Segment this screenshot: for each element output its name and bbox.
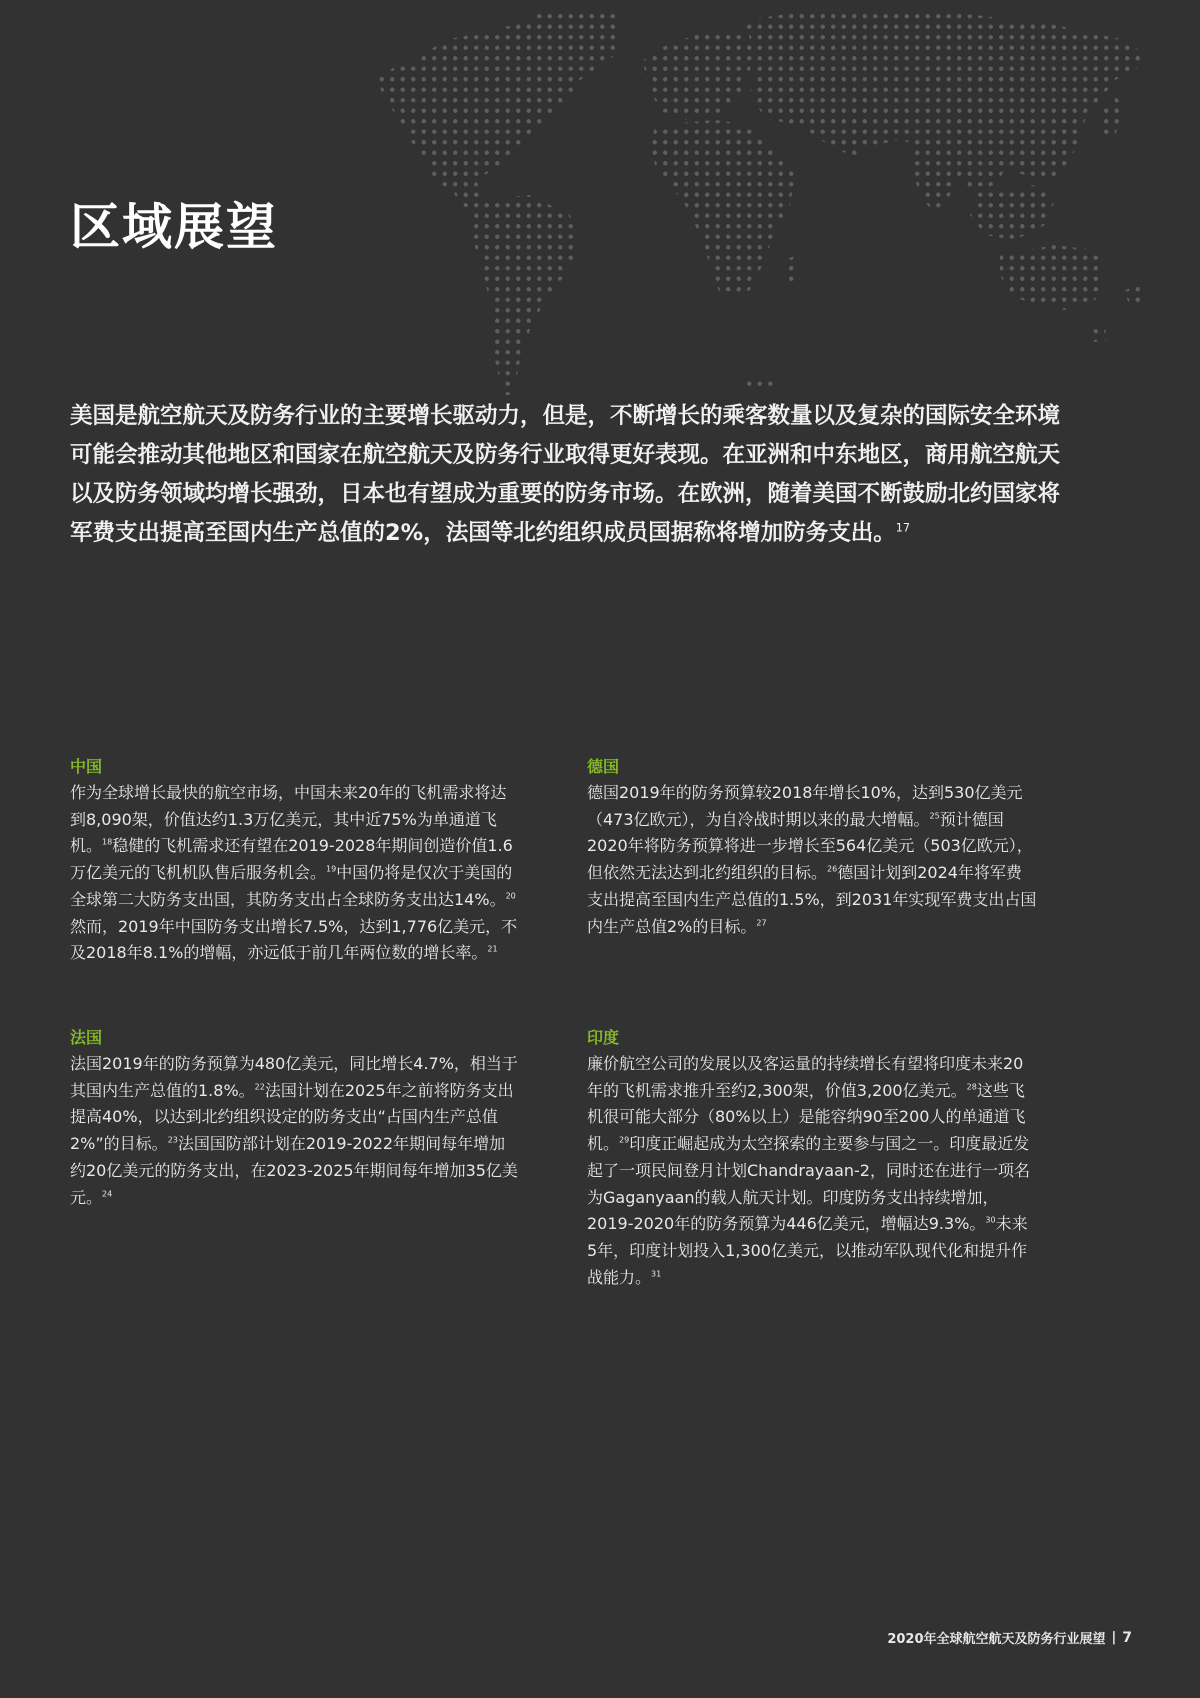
body-text: 廉价航空公司的发展以及客运量的持续增长有望将印度未来20年的飞机需求推升至约2,300架，价值3,200亿美元。 bbox=[587, 1054, 1024, 1100]
body-text: 中国仍将是仅次于美国的全球第二大防务支出国，其防务支出占全球防务支出达14%。 bbox=[70, 863, 513, 909]
section-body-france bbox=[70, 1051, 520, 1211]
footnote-ref: 31 bbox=[651, 1269, 662, 1279]
section-india bbox=[587, 1027, 1037, 1291]
footnote-ref: 22 bbox=[254, 1082, 265, 1092]
footnote-ref: 27 bbox=[756, 918, 767, 928]
footnote-ref: 18 bbox=[102, 838, 113, 848]
footnote-ref: 29 bbox=[619, 1135, 630, 1145]
section-france bbox=[70, 1027, 520, 1211]
section-body-germany bbox=[587, 780, 1037, 940]
footnote-ref: 23 bbox=[167, 1135, 178, 1145]
body-text: 稳健的飞机需求还有望在2019-2028年期间创造价值1.6万亿美元的飞机机队售后服务机会。 bbox=[70, 836, 513, 883]
body-text: 作为全球增长最快的航空市场，中国未来20年的飞机需求将达到8,090架，价值达约1.3万亿美元，其中近75%为单通道飞机。 bbox=[70, 783, 507, 856]
footnote-ref: 20 bbox=[505, 891, 516, 901]
intro-paragraph bbox=[70, 397, 1060, 553]
body-text: 德国计划到2024年将军费支出提高至国内生产总值的1.5%，到2031年实现军费支出占国内生产总值2%的目标。 bbox=[587, 863, 1037, 936]
body-text: 未来5年，印度计划投入1,300亿美元，以推动军队现代化和提升作战能力。 bbox=[587, 1214, 1028, 1287]
footnote-ref: 24 bbox=[102, 1189, 113, 1199]
footer-report-title: 2020年全球航空航天及防务行业展望 bbox=[887, 1632, 1106, 1647]
footnote-ref: 25 bbox=[929, 811, 940, 821]
footnote-ref: 26 bbox=[827, 864, 838, 874]
section-body-india bbox=[587, 1051, 1037, 1291]
section-heading-china: 中国 bbox=[70, 757, 103, 776]
body-text: 这些飞机很可能大部分（80%以上）是能容纳90至200人的单通道飞机。 bbox=[587, 1080, 1026, 1154]
section-heading-france: 法国 bbox=[70, 1028, 103, 1047]
footnote-ref: 21 bbox=[487, 944, 498, 954]
section-heading-germany: 德国 bbox=[587, 757, 620, 776]
body-text: 德国2019年的防务预算较2018年增长10%，达到530亿美元（473亿欧元），为自冷战时期以来的最大增幅。 bbox=[587, 783, 1023, 829]
footnote-ref: 19 bbox=[326, 864, 337, 874]
section-heading-india: 印度 bbox=[587, 1028, 620, 1047]
section-china bbox=[70, 756, 520, 967]
body-text: 印度正崛起成为太空探索的主要参与国之一。印度最近发起了一项民间登月计划Chandrayaan-2，同时还在进行一项名为Gaganyaan的载人航天计划。印度防务支出持续增加，2019-2020年的防务预算为446亿美元，增幅达9.3%。 bbox=[587, 1134, 1030, 1234]
footnote-ref: 17 bbox=[895, 521, 911, 535]
intro-text: 美国是航空航天及防务行业的主要增长驱动力，但是，不断增长的乘客数量以及复杂的国际安全环境可能会推动其他地区和国家在航空航天及防务行业取得更好表现。在亚洲和中东地区，商用航空航天以及防务领域均增长强劲，日本也有望成为重要的防务市场。在欧洲，随着美国不断鼓励北约国家将军费支出提高至国内生产总值的2%，法国等北约组织成员国据称将增加防务支出。 bbox=[70, 403, 1061, 546]
footer-separator: | bbox=[1111, 1630, 1117, 1645]
body-text: 法国国防部计划在2019-2022年期间每年增加约20亿美元的防务支出，在2023-2025年期间每年增加35亿美元。 bbox=[70, 1134, 518, 1207]
footnote-ref: 30 bbox=[985, 1215, 996, 1225]
world-map-icon bbox=[355, 0, 1200, 400]
page-title: 区域展望 bbox=[70, 198, 278, 256]
section-germany bbox=[587, 756, 1037, 940]
footnote-ref: 28 bbox=[966, 1082, 977, 1092]
page-footer bbox=[887, 1628, 1132, 1647]
body-text: 预计德国2020年将防务预算将进一步增长至564亿美元（503亿欧元），但依然无法达到北约组织的目标。 bbox=[587, 809, 1033, 883]
body-text: 然而，2019年中国防务支出增长7.5%，达到1,776亿美元，不及2018年8.1%的增幅，亦远低于前几年两位数的增长率。 bbox=[70, 916, 518, 963]
body-text: 法国2019年的防务预算为480亿美元，同比增长4.7%，相当于其国内生产总值的1.8%。 bbox=[70, 1054, 518, 1100]
body-text: 法国计划在2025年之前将防务支出提高40%，以达到北约组织设定的防务支出“占国内生产总值2%”的目标。 bbox=[70, 1080, 514, 1154]
section-body-china bbox=[70, 780, 520, 967]
page-number: 7 bbox=[1122, 1629, 1132, 1646]
